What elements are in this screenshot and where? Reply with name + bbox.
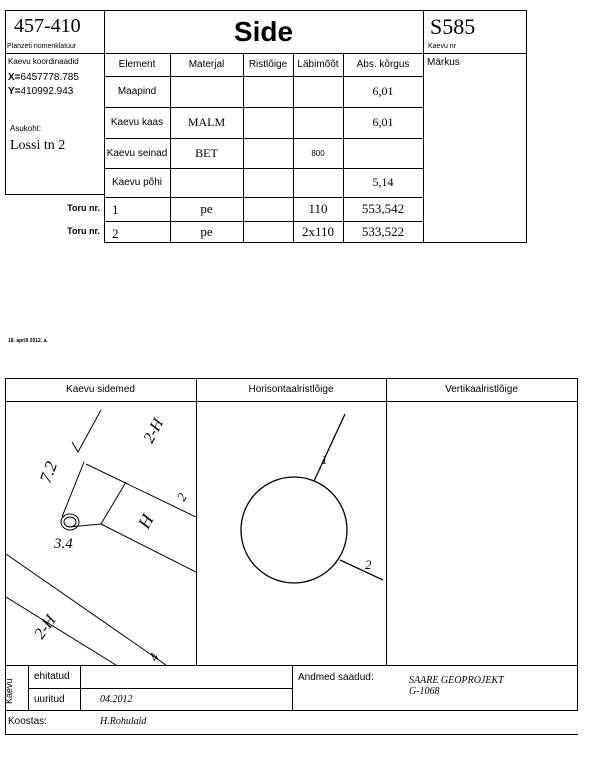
pipe-korgus: 553,542	[361, 201, 405, 216]
page-title: Side	[233, 15, 294, 47]
sketch-line	[6, 597, 116, 665]
pipe-labimoot: 2x110	[301, 223, 335, 239]
nomenclature-number: 457-410	[14, 15, 81, 37]
row-labimoot: 800	[311, 148, 325, 158]
row-korgus: 6,01	[372, 84, 394, 98]
pipe-korgus: 533,522	[361, 223, 405, 239]
row-element: Kaevu kaas	[110, 117, 164, 128]
row-korgus: 5,14	[372, 175, 394, 189]
sketch-label: 2-H	[140, 415, 168, 446]
sketch-label: H	[133, 511, 158, 532]
andmed-value: SAARE GEOPROJEKT	[409, 675, 504, 686]
well-circle	[241, 477, 347, 583]
sketch-label: 7.2	[35, 458, 62, 486]
pipe-labimoot: 110	[308, 201, 328, 216]
pipe-line	[314, 414, 345, 481]
ehitatud-label: ehitatud	[34, 671, 70, 682]
well-number: S585	[430, 14, 476, 39]
sketch-label: 2-H	[31, 612, 60, 643]
pipe-label: Toru nr.	[67, 226, 100, 236]
row-korgus: 6,01	[372, 115, 394, 129]
col-header-materjal: Materjal	[188, 59, 225, 70]
pipe-materjal: pe	[200, 201, 213, 216]
kaevu-label: Kaevu	[4, 678, 14, 704]
row-element: Kaevu põhi	[111, 177, 163, 188]
sketch-line	[6, 554, 166, 665]
sketch-label: 2	[173, 490, 190, 504]
koostas-label: Koostas:	[8, 716, 47, 727]
sketch-line	[86, 464, 196, 517]
x-value: 6457778.785	[20, 72, 79, 83]
sketch-line	[72, 410, 101, 452]
location-label: Asukoht:	[10, 124, 42, 133]
koostas-value: H.Rohulaid	[100, 716, 147, 727]
uuritud-label: uuritud	[34, 694, 65, 705]
sketch-line	[101, 482, 126, 524]
pipe-materjal: pe	[200, 223, 213, 239]
pipe-label: 1	[321, 452, 328, 467]
well-symbol	[64, 517, 76, 527]
row-materjal: BET	[195, 145, 218, 160]
panel-header-horisontaal: Horisontaalristlõige	[248, 384, 334, 395]
pipe-line	[340, 560, 383, 580]
andmed-label: Andmed saadud:	[298, 672, 374, 683]
col-header-ristloige: Ristlõige	[248, 59, 288, 70]
document-date: 18. aprill 2012. a.	[8, 338, 48, 344]
row-materjal: MALM	[187, 115, 226, 129]
well-number-label: Kaevu nr	[428, 43, 457, 50]
pipe-nr: 1	[112, 202, 119, 217]
sketch-line	[62, 462, 84, 517]
location-value: Lossi tn 2	[10, 138, 66, 153]
pipe-nr: 2	[112, 226, 119, 241]
col-header-element: Element	[118, 59, 156, 70]
sketch-label: 4	[145, 650, 162, 664]
panel-header-vertikaal: Vertikaalristlõige	[445, 384, 518, 395]
andmed-value-code: G-1068	[409, 686, 440, 697]
sketch-label: 3.4	[54, 536, 73, 552]
y-coordinate	[8, 86, 73, 97]
coords-label: Kaevu koordinaadid	[8, 57, 79, 66]
row-element: Kaevu seinad	[106, 147, 168, 159]
horizontal-section-sketch	[197, 402, 386, 665]
site-sketch	[6, 402, 196, 665]
uuritud-value: 04.2012	[100, 694, 133, 705]
nomenclature-label: Planzeti nomenklatuur	[7, 43, 77, 50]
y-label: Y=	[8, 86, 21, 97]
x-label: X=	[8, 72, 21, 83]
x-coordinate	[8, 72, 79, 83]
col-header-korgus: Abs. kõrgus	[356, 59, 410, 70]
y-value: 410992.943	[20, 86, 74, 97]
col-header-markus: Märkus	[427, 57, 460, 68]
col-header-labimoot: Läbimõõt	[297, 59, 339, 70]
pipe-label: 2	[365, 557, 372, 572]
pipe-label: Toru nr.	[67, 203, 100, 213]
panel-header-sidemed: Kaevu sidemed	[66, 384, 135, 395]
row-element: Maapind	[117, 86, 157, 97]
